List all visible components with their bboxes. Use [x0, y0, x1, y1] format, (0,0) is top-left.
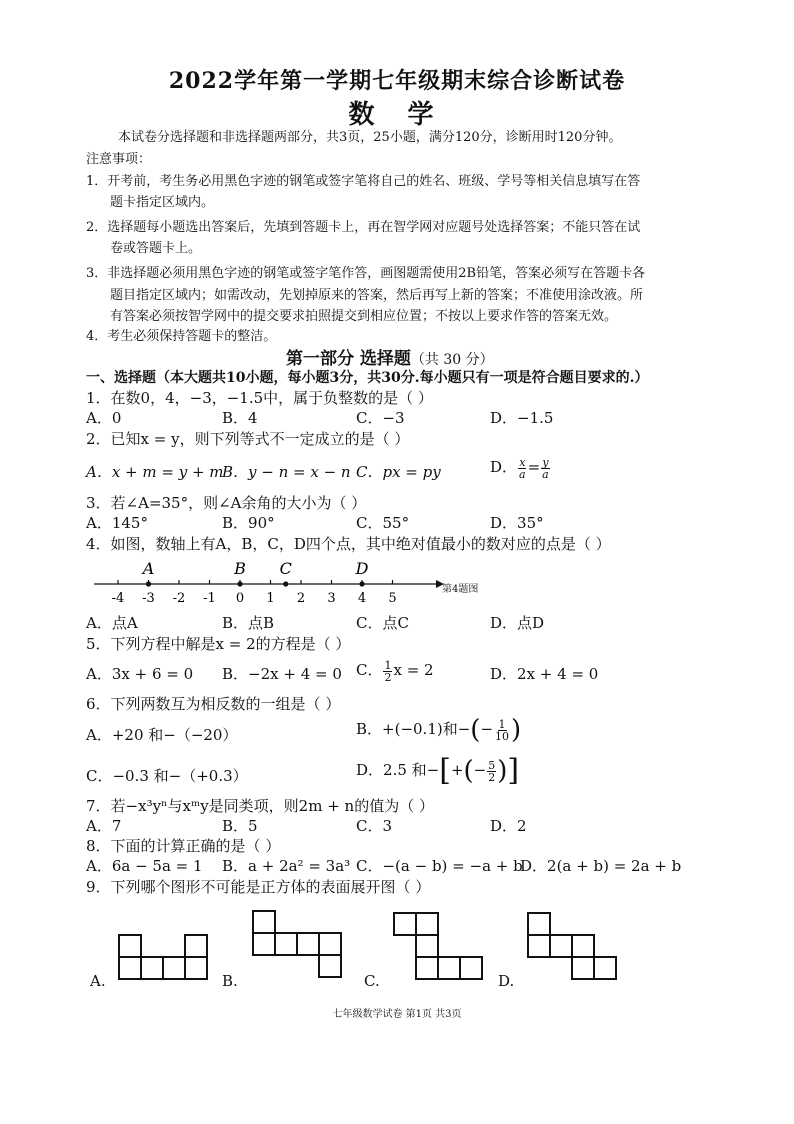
tick-label: 0: [235, 591, 245, 606]
net-square: [572, 957, 594, 979]
q6-option-c: C．−0.3 和−（+0.3）: [86, 767, 248, 785]
q5-option-c: [356, 659, 434, 683]
q6-b-inner: −: [480, 720, 494, 738]
net-square: [416, 913, 438, 935]
section-heading: 一、选择题（本大题共10小题，每小题3分，共30分.每小题只有一项是符合题目要求的.）: [86, 370, 649, 386]
net-square: [416, 935, 438, 957]
cube-net-b: [245, 905, 355, 985]
denominator: 2: [384, 670, 392, 684]
denominator: 10: [495, 729, 510, 743]
q4-option-d: D．点D: [490, 614, 545, 632]
q2-option-d: [490, 456, 551, 480]
left-bracket: [: [439, 753, 451, 788]
q5-option-b: B．−2x + 4 = 0: [222, 665, 342, 683]
q6-d-inner: +: [450, 761, 464, 779]
fraction: [487, 760, 496, 783]
net-square: [528, 913, 550, 935]
number-line-figure: [86, 550, 446, 610]
tick-label: 5: [388, 591, 397, 606]
right-paren: ): [511, 715, 522, 745]
right-paren: ): [497, 756, 508, 786]
net-square: [185, 957, 207, 979]
right-bracket: ]: [507, 753, 520, 788]
q4-option-a: A．点A: [86, 614, 138, 632]
q8-option-c: C．−(a − b) = −a + b: [356, 857, 523, 875]
numerator: 5: [488, 758, 496, 772]
notes-heading: 注意事项：: [86, 152, 152, 167]
net-square: [253, 911, 275, 933]
net-square: [119, 935, 141, 957]
part-title-text: 第一部分 选择题: [286, 349, 411, 369]
denominator: 2: [488, 770, 496, 784]
point-a-dot: [146, 581, 151, 586]
denominator: a: [542, 467, 549, 481]
tick-label: 3: [327, 591, 336, 606]
q8-option-d: D．2(a + b) = 2a + b: [520, 857, 682, 875]
denominator: a: [519, 467, 526, 481]
fraction: [494, 719, 510, 742]
q3-option-b: B．90°: [222, 514, 275, 532]
q9-stem: 9．下列哪个图形不可能是正方体的表面展开图（ ）: [86, 878, 431, 896]
q9-option-b: B.: [222, 972, 238, 990]
q9-option-d: D.: [498, 972, 515, 990]
net-square: [253, 933, 275, 955]
q1-option-d: D．−1.5: [490, 409, 554, 427]
left-paren: (: [463, 756, 474, 786]
numerator: y: [542, 455, 549, 469]
tick-label: 2: [296, 591, 306, 606]
q1-option-a: A．0: [86, 409, 122, 427]
numerator: 1: [384, 658, 392, 672]
q6-d-prefix: D．2.5 和−: [356, 761, 440, 779]
q6-option-a: A．+20 和−（−20）: [86, 726, 238, 744]
net-square: [594, 957, 616, 979]
fraction: [383, 660, 392, 683]
q4-option-b: B．点B: [222, 614, 275, 632]
q4-stem: 4．如图，数轴上有A，B，C，D四个点，其中绝对值最小的数对应的点是（ ）: [86, 535, 611, 553]
q3-option-a: A．145°: [86, 514, 148, 532]
net-square: [438, 957, 460, 979]
cube-net-c: [385, 905, 495, 985]
q2-option-b: B．y − n = x − n: [222, 463, 351, 481]
q7-option-c: C．3: [356, 817, 393, 835]
net-square: [185, 935, 207, 957]
net-square: [460, 957, 482, 979]
page-footer: 七年级数学试卷 第1页 共3页: [332, 1009, 462, 1020]
tick-label: 1: [266, 591, 275, 606]
q3-option-d: D．35°: [490, 514, 544, 532]
q7-option-b: B．5: [222, 817, 258, 835]
q6-b-prefix: B．+(−0.1)和−: [356, 720, 471, 738]
note-line: 题卡指定区域内。: [110, 195, 215, 210]
tick-label: -4: [111, 591, 125, 606]
part-score: （共 30 分）: [410, 352, 494, 368]
note-line: 题目指定区域内；如需改动，先划掉原来的答案，然后再写上新的答案；不准使用涂改液。所: [110, 288, 644, 303]
note-line: 1．开考前，考生务必用黑色字迹的钢笔或签字笔将自己的姓名、班级、学号等相关信息填写在答: [86, 174, 641, 189]
net-square: [550, 935, 572, 957]
net-square: [119, 957, 141, 979]
q6-stem: 6．下列两数互为相反数的一组是（ ）: [86, 695, 341, 713]
note-line: 2．选择题每小题选出答案后，先填到答题卡上，再在智学网对应题号处选择答案；不能只答在试: [86, 220, 641, 235]
point-c-label: C: [279, 559, 292, 578]
q2-d-prefix: D．: [490, 458, 518, 476]
note-line: 3．非选择题必须用黑色字迹的钢笔或签字笔作答，画图题需使用2B铅笔，答案必须写在答题卡各: [86, 266, 646, 281]
point-b-label: B: [234, 559, 246, 578]
q5-stem: 5．下列方程中解是x = 2的方程是（ ）: [86, 635, 351, 653]
q6-option-b: [356, 715, 522, 745]
net-square: [275, 933, 297, 955]
fraction: [518, 457, 527, 480]
q5-c-prefix: C．: [356, 661, 383, 679]
q1-option-b: B．4: [222, 409, 258, 427]
q1-option-c: C．−3: [356, 409, 405, 427]
tick-label: 4: [357, 591, 367, 606]
exam-intro: 本试卷分选择题和非选择题两部分，共3页，25小题，满分120分，诊断用时120分钟。: [118, 130, 622, 145]
q2-option-c: C．px = py: [356, 463, 441, 481]
tick-label: -1: [203, 591, 216, 606]
net-square: [319, 933, 341, 955]
tick-label: -3: [142, 591, 155, 606]
q7-option-a: A．7: [86, 817, 122, 835]
q7-stem: 7．若−x³yⁿ与xᵐy是同类项，则2m + n的值为（ ）: [86, 797, 434, 815]
left-paren: (: [470, 715, 481, 745]
q7-option-d: D．2: [490, 817, 527, 835]
q6-option-d: [356, 753, 520, 788]
point-d-label: D: [355, 559, 369, 578]
fraction: [541, 457, 550, 480]
point-d-dot: [359, 581, 364, 586]
tick-label: -2: [172, 591, 186, 606]
q8-option-b: B．a + 2a² = 3a³: [222, 857, 351, 875]
q9-option-c: C.: [364, 972, 380, 990]
q3-option-c: C．55°: [356, 514, 410, 532]
q8-option-a: A．6a − 5a = 1: [86, 857, 203, 875]
net-square: [394, 913, 416, 935]
q5-c-rest: x = 2: [393, 661, 434, 679]
net-square: [319, 955, 341, 977]
subject-title: 数 学: [348, 100, 446, 130]
point-c-dot: [283, 581, 288, 586]
net-square: [416, 957, 438, 979]
net-square: [572, 935, 594, 957]
q4-figure-label: 第4题图: [442, 584, 479, 595]
part-title: [286, 344, 494, 369]
q1-stem: 1．在数0，4，−3，−1.5中，属于负整数的是（ ）: [86, 389, 433, 407]
q2-option-a: A．x + m = y + m: [86, 463, 224, 481]
q4-option-c: C．点C: [356, 614, 409, 632]
q6-d-inner2: −: [473, 761, 487, 779]
cube-net-d: [520, 905, 630, 985]
q2-stem: 2．已知x = y，则下列等式不一定成立的是（ ）: [86, 430, 410, 448]
q3-stem: 3．若∠A=35°，则∠A余角的大小为（ ）: [86, 494, 367, 512]
note-line: 4．考生必须保持答题卡的整洁。: [86, 329, 277, 344]
q5-option-d: D．2x + 4 = 0: [490, 665, 599, 683]
equals-sign: =: [527, 458, 541, 476]
exam-title: 2022学年第一学期七年级期末综合诊断试卷: [168, 68, 626, 94]
q8-stem: 8．下面的计算正确的是（ ）: [86, 837, 281, 855]
point-a-label: A: [142, 559, 155, 578]
numerator: x: [519, 455, 526, 469]
net-square: [528, 935, 550, 957]
point-b-dot: [237, 581, 242, 586]
net-square: [163, 957, 185, 979]
q5-option-a: A．3x + 6 = 0: [86, 665, 194, 683]
note-line: 卷或答题卡上。: [110, 241, 202, 256]
numerator: 1: [498, 717, 506, 731]
note-line: 有答案必须按智学网中的提交要求拍照提交到相应位置；不按以上要求作答的答案无效。: [110, 309, 618, 324]
net-square: [297, 933, 319, 955]
cube-net-a: [110, 925, 220, 985]
net-square: [141, 957, 163, 979]
q9-option-a: A.: [90, 972, 106, 990]
